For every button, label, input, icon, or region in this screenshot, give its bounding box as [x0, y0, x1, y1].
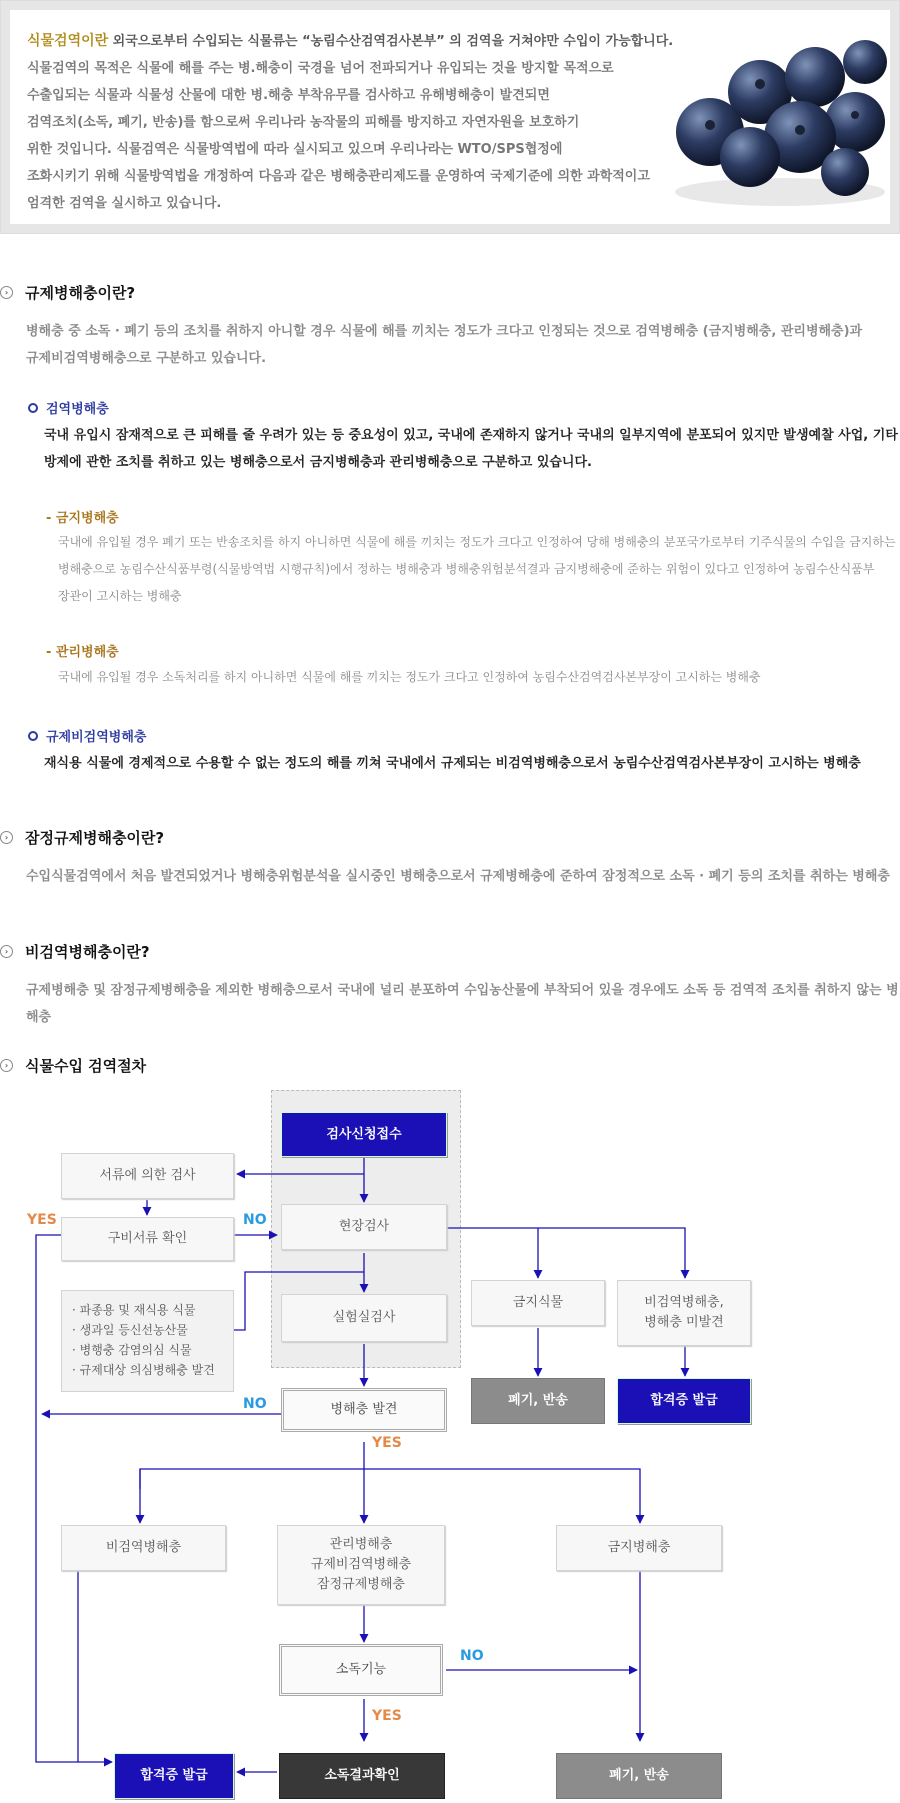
- chevron-right-icon: ›: [0, 945, 13, 958]
- intro-inner: [10, 10, 890, 224]
- blueberries-image: [650, 22, 890, 212]
- yes-label: YES: [372, 1708, 402, 1724]
- no-label: NO: [460, 1648, 484, 1664]
- discard-return-box-2: 폐기, 반송: [556, 1753, 722, 1799]
- pest-found-box: 병해충 발견: [281, 1388, 447, 1432]
- section-title-provisional-pests: › 잠정규제병해충이란?: [0, 827, 164, 848]
- circle-bullet-icon: [28, 731, 38, 741]
- banned-pest-box: 금지병해충: [556, 1525, 722, 1571]
- no-label: NO: [243, 1212, 267, 1228]
- yes-label: YES: [372, 1435, 402, 1451]
- disinfection-box: 소독기능: [279, 1644, 443, 1696]
- list-item: · 규제대상 의심병해충 발견: [72, 1363, 215, 1377]
- import-procedure-flowchart: [0, 1080, 900, 1803]
- no-label: NO: [243, 1396, 267, 1412]
- list-item: · 파종용 및 재식용 식물: [72, 1303, 196, 1317]
- banned-plant-box: 금지식물: [471, 1280, 605, 1326]
- managed-pest-box: 관리병해충 규제비검역병해충 잠정규제병해충: [277, 1525, 445, 1605]
- list-item: · 생과일 등신선농산물: [72, 1323, 188, 1337]
- intro-line-3: 수출입되는 식물과 식물성 산물에 대한 병.해충 부착유무를 검사하고 유해병해충이 발견되면: [27, 88, 550, 103]
- intro-line-2: 식물검역의 목적은 식물에 해를 주는 병.해충이 국경을 넘어 전파되거나 유입되는 것을 방지할 목적으로: [27, 61, 614, 76]
- disinfection-result-box: 소독결과확인: [279, 1753, 445, 1799]
- intro-highlight: 식물검역이란: [27, 33, 109, 49]
- regulated-pests-desc: 병해충 중 소독 · 폐기 등의 조치를 취하지 아니할 경우 식물에 해를 끼치는 정도가 크다고 인정되는 것으로 검역병해충 (금지병해충, 관리병해충)과 규제비검역병해충으로 구분하고 있습니다.: [26, 324, 863, 366]
- discard-return-box-1: 폐기, 반송: [471, 1378, 605, 1424]
- intro-line-5: 위한 것입니다. 식물검역은 식물방역법에 따라 실시되고 있으며 우리나라는 WTO/SPS협정에: [27, 142, 563, 157]
- section-title-import-procedure: › 식물수입 검역절차: [0, 1055, 146, 1076]
- chevron-right-icon: ›: [0, 286, 13, 299]
- managed-pests-desc: 국내에 유입될 경우 소독처리를 하지 아니하면 식물에 해를 끼치는 정도가 크다고 인정하여 농림수산검역검사본부장이 고시하는 병해충: [58, 670, 761, 684]
- intro-line-4: 검역조치(소독, 폐기, 반송)를 함으로써 우리나라 농작물의 피해를 방지하고 자연자원을 보호하기: [27, 115, 580, 130]
- intro-line-1: 식물검역이란 외국으로부터 수입되는 식물류는 “농림수산검역검사본부” 의 검역을 거쳐야만 수입이 가능합니다.: [27, 33, 674, 49]
- non-quarantine-pest-box: 비검역병해충: [61, 1525, 226, 1571]
- field-inspection-box: 현장검사: [281, 1204, 447, 1250]
- intro-text: [27, 28, 697, 217]
- subtitle-prohibited-pests: - 금지병해충: [46, 511, 119, 526]
- certificate-issue-box-1: 합격증 발급: [617, 1378, 751, 1424]
- intro-box: [0, 0, 900, 234]
- regulated-non-quarantine-desc: 재식용 식물에 경제적으로 수용할 수 없는 정도의 해를 끼쳐 국내에서 규제되는 비검역병해충으로서 농림수산검역검사본부장이 고시하는 병해충: [44, 756, 861, 771]
- lab-inspection-box: 실험실검사: [281, 1294, 447, 1342]
- section-title-non-quarantine-pests: › 비검역병해충이란?: [0, 941, 150, 962]
- circle-bullet-icon: [28, 403, 38, 413]
- document-check-box: 구비서류 확인: [61, 1217, 234, 1261]
- intro-line-6: 조화시키기 위해 식물방역법을 개정하여 다음과 같은 병해충관리제도를 운영하여 국제기준에 의한 과학적이고: [27, 169, 650, 184]
- list-item: · 병행충 감염의심 식물: [72, 1343, 192, 1357]
- subtitle-managed-pests: - 관리병해충: [46, 645, 119, 660]
- quarantine-pests-desc: 국내 유입시 잠재적으로 큰 피해를 줄 우려가 있는 등 중요성이 있고, 국내에 존재하지 않거나 국내의 일부지역에 분포되어 있지만 발생예찰 사업, 기타 방제에 관한 조치를 취하고 있는 병해충으로서 금지병해충과 관리병해충으로 구분하고 있습니다.: [44, 428, 898, 470]
- no-pest-found-box: 비검역병해충, 병해충 미발견: [617, 1280, 751, 1346]
- yes-label: YES: [27, 1212, 57, 1228]
- section-title-regulated-pests: › 규제병해충이란?: [0, 282, 135, 303]
- non-quarantine-pests-desc: 규제병해충 및 잠정규제병해충을 제외한 병해충으로서 국내에 널리 분포하여 수입농산물에 부착되어 있을 경우에도 소독 등 검역적 조치를 취하지 않는 병해충: [26, 983, 899, 1025]
- subtitle-regulated-non-quarantine: 규제비검역병해충: [28, 726, 146, 745]
- chevron-right-icon: ›: [0, 831, 13, 844]
- apply-inspection-box: 검사신청접수: [281, 1112, 447, 1157]
- intro-line-7: 엄격한 검역을 실시하고 있습니다.: [27, 196, 222, 211]
- chevron-right-icon: ›: [0, 1059, 13, 1072]
- document-inspection-box: 서류에 의한 검사: [61, 1153, 234, 1199]
- inspection-target-list: [61, 1290, 234, 1392]
- provisional-pests-desc: 수입식물검역에서 처음 발견되었거나 병해충위험분석을 실시중인 병해충으로서 규제병해충에 준하여 잠정적으로 소독 · 폐기 등의 조치를 취하는 병해충: [26, 869, 890, 884]
- certificate-issue-box-2: 합격증 발급: [114, 1753, 234, 1799]
- prohibited-pests-desc: 국내에 유입될 경우 폐기 또는 반송조치를 하지 아니하면 식물에 해를 끼치는 정도가 크다고 인정하여 당해 병해충의 분포국가로부터 기주식물의 수입을 금지하는 병해충으로 농림수산식품부령(식물방역법 시행규칙)에서 정하는 병해충과 병해충위험분석결과 금지병해충에 준하는 위험이 있다고 인정하여 농림수산식품부 장관이 고시하는 병해충: [58, 535, 896, 603]
- subtitle-quarantine-pests: 검역병해충: [28, 398, 109, 417]
